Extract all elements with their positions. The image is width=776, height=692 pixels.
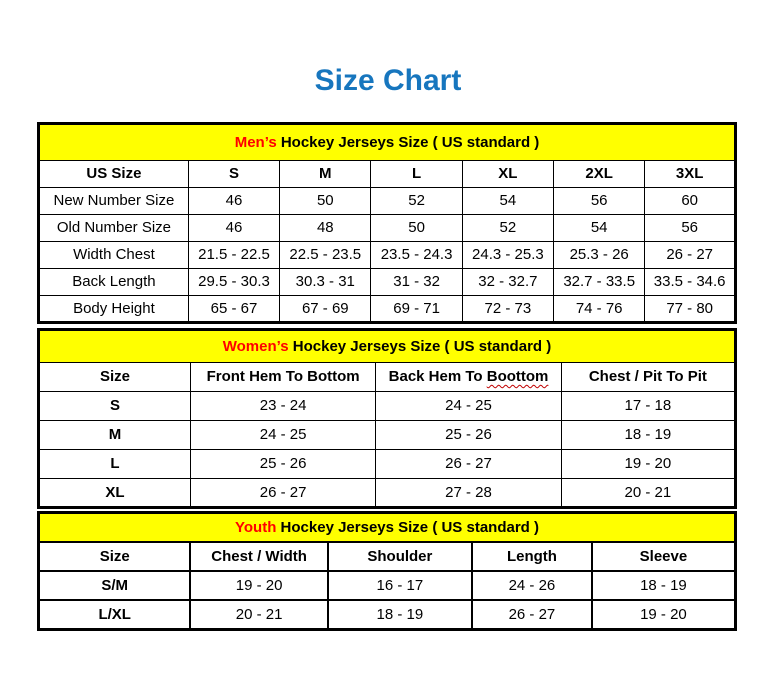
page-title: Size Chart — [314, 64, 462, 97]
table-row — [39, 214, 736, 241]
size-value-cell: 18 - 19 — [592, 571, 736, 600]
size-value-cell: 22.5 - 23.5 — [280, 241, 371, 268]
size-value-cell: 46 — [188, 214, 279, 241]
column-header: L — [371, 160, 462, 187]
table-row — [39, 391, 736, 420]
size-value-cell: 25 - 26 — [190, 449, 375, 478]
size-value-cell: 65 - 67 — [188, 295, 279, 322]
misspelled-word: Boottom — [486, 368, 549, 385]
size-value-cell: 32.7 - 33.5 — [554, 268, 645, 295]
banner-text: Hockey Jerseys Size ( US standard ) — [276, 518, 539, 536]
size-value-cell: 26 - 27 — [645, 241, 736, 268]
table-row — [39, 478, 736, 507]
size-value-cell: 54 — [554, 214, 645, 241]
banner-highlight-text: Youth — [235, 518, 277, 536]
table-row — [39, 241, 736, 268]
row-label: S/M — [39, 571, 191, 600]
size-value-cell: 18 - 19 — [328, 600, 472, 629]
column-header: M — [280, 160, 371, 187]
size-value-cell: 67 - 69 — [280, 295, 371, 322]
banner-text: Hockey Jerseys Size ( US standard ) — [288, 337, 552, 355]
header-row — [39, 160, 736, 187]
column-header: S — [188, 160, 279, 187]
size-value-cell: 29.5 - 30.3 — [188, 268, 279, 295]
section-banner — [39, 123, 736, 160]
banner-highlight-text: Women’s — [222, 337, 289, 355]
size-value-cell: 50 — [371, 214, 462, 241]
row-label: M — [39, 420, 191, 449]
size-value-cell: 26 - 27 — [472, 600, 592, 629]
column-header: 2XL — [554, 160, 645, 187]
size-value-cell: 24 - 25 — [190, 420, 375, 449]
table-row — [39, 187, 736, 214]
row-label: New Number Size — [39, 187, 189, 214]
size-value-cell: 19 - 20 — [190, 571, 327, 600]
row-label: Width Chest — [39, 241, 189, 268]
size-value-cell: 69 - 71 — [371, 295, 462, 322]
size-value-cell: 26 - 27 — [190, 478, 375, 507]
row-label: Back Length — [39, 268, 189, 295]
size-value-cell: 20 - 21 — [561, 478, 735, 507]
column-header: Length — [472, 542, 592, 571]
column-header: Shoulder — [328, 542, 472, 571]
size-value-cell: 18 - 19 — [561, 420, 735, 449]
section-banner — [39, 329, 736, 362]
header-row — [39, 542, 736, 571]
size-value-cell: 31 - 32 — [371, 268, 462, 295]
size-value-cell: 16 - 17 — [328, 571, 472, 600]
row-label: Body Height — [39, 295, 189, 322]
header-row — [39, 362, 736, 391]
row-label: L/XL — [39, 600, 191, 629]
womens-size-table — [37, 328, 737, 509]
size-tables-container — [37, 122, 737, 631]
size-value-cell: 24 - 25 — [376, 391, 561, 420]
column-header: Size — [39, 542, 191, 571]
row-label: L — [39, 449, 191, 478]
size-value-cell: 50 — [280, 187, 371, 214]
column-header: Chest / Width — [190, 542, 327, 571]
column-header: Chest / Pit To Pit — [561, 362, 735, 391]
size-value-cell: 24.3 - 25.3 — [462, 241, 553, 268]
size-value-cell: 17 - 18 — [561, 391, 735, 420]
youth-size-table — [37, 511, 737, 631]
size-value-cell: 30.3 - 31 — [280, 268, 371, 295]
banner-text: Hockey Jerseys Size ( US standard ) — [276, 133, 540, 151]
size-value-cell: 56 — [554, 187, 645, 214]
size-value-cell: 48 — [280, 214, 371, 241]
size-value-cell: 20 - 21 — [190, 600, 327, 629]
column-header: Size — [39, 362, 191, 391]
row-label: S — [39, 391, 191, 420]
section-banner-row — [39, 512, 736, 542]
size-value-cell: 74 - 76 — [554, 295, 645, 322]
size-value-cell: 32 - 32.7 — [462, 268, 553, 295]
size-value-cell: 52 — [462, 214, 553, 241]
size-value-cell: 52 — [371, 187, 462, 214]
column-header: Back Hem To Boottom — [376, 362, 561, 391]
size-value-cell: 33.5 - 34.6 — [645, 268, 736, 295]
row-label: XL — [39, 478, 191, 507]
mens-size-table — [37, 122, 737, 324]
column-header: Front Hem To Bottom — [190, 362, 375, 391]
size-value-cell: 23.5 - 24.3 — [371, 241, 462, 268]
section-banner-row — [39, 123, 736, 160]
size-value-cell: 19 - 20 — [592, 600, 736, 629]
column-header: US Size — [39, 160, 189, 187]
size-value-cell: 54 — [462, 187, 553, 214]
section-banner — [39, 512, 736, 542]
table-row — [39, 268, 736, 295]
size-value-cell: 24 - 26 — [472, 571, 592, 600]
column-header: 3XL — [645, 160, 736, 187]
table-row — [39, 600, 736, 629]
table-row — [39, 420, 736, 449]
table-row — [39, 449, 736, 478]
size-value-cell: 23 - 24 — [190, 391, 375, 420]
size-value-cell: 21.5 - 22.5 — [188, 241, 279, 268]
table-row — [39, 295, 736, 322]
size-value-cell: 56 — [645, 214, 736, 241]
size-value-cell: 25 - 26 — [376, 420, 561, 449]
size-value-cell: 26 - 27 — [376, 449, 561, 478]
section-banner-row — [39, 329, 736, 362]
size-value-cell: 19 - 20 — [561, 449, 735, 478]
column-header: XL — [462, 160, 553, 187]
size-value-cell: 60 — [645, 187, 736, 214]
size-value-cell: 77 - 80 — [645, 295, 736, 322]
column-header: Sleeve — [592, 542, 736, 571]
size-value-cell: 72 - 73 — [462, 295, 553, 322]
size-value-cell: 27 - 28 — [376, 478, 561, 507]
banner-highlight-text: Men’s — [234, 133, 277, 151]
table-row — [39, 571, 736, 600]
row-label: Old Number Size — [39, 214, 189, 241]
size-value-cell: 25.3 - 26 — [554, 241, 645, 268]
size-value-cell: 46 — [188, 187, 279, 214]
